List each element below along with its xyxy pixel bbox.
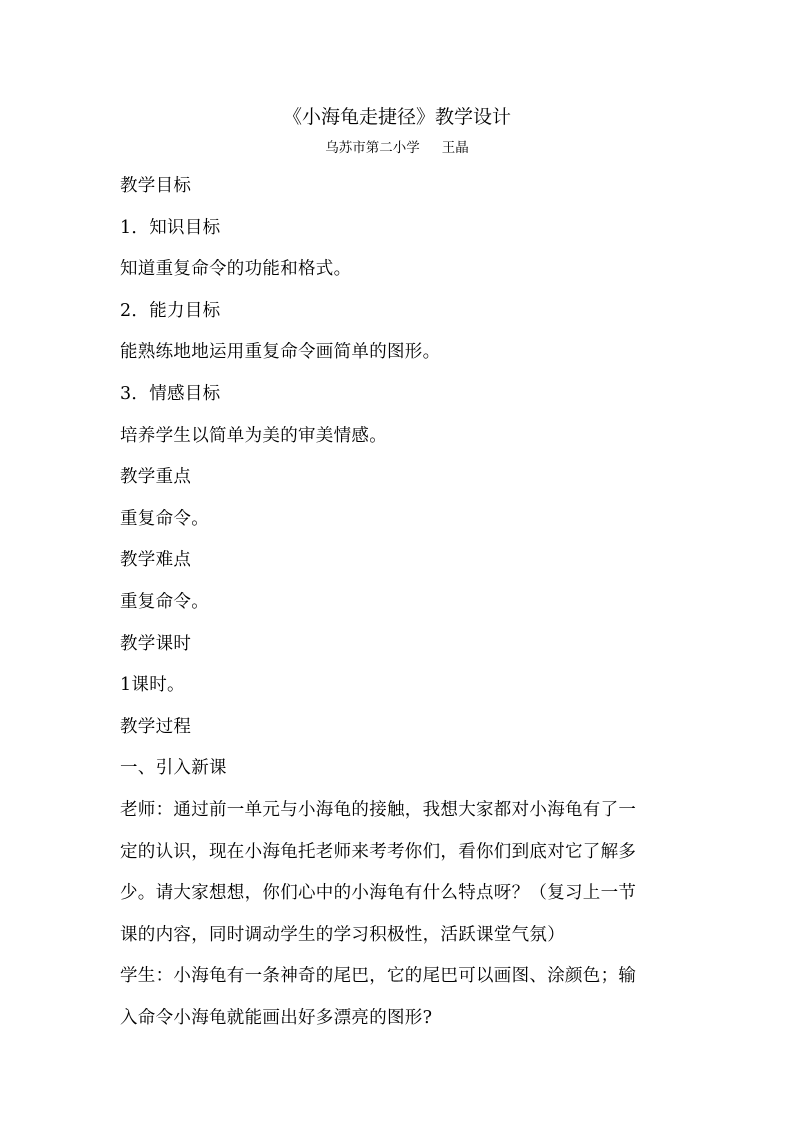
paragraph-line: 课的内容，同时调动学生的学习积极性，活跃课堂气氛） bbox=[120, 924, 565, 945]
heading-emotion-goal: 3．情感目标 bbox=[120, 383, 221, 404]
heading-key-points: 教学重点 bbox=[120, 467, 192, 488]
paragraph-line: 少。请大家想想，你们心中的小海龟有什么特点呀？（复习上一节 bbox=[120, 883, 637, 904]
school-name: 乌苏市第二小学 bbox=[325, 140, 420, 156]
paragraph: 能熟练地地运用重复命令画简单的图形。 bbox=[120, 342, 441, 363]
heading-class-hours: 教学课时 bbox=[120, 633, 192, 654]
paragraph-line: 老师：通过前一单元与小海龟的接触，我想大家都对小海龟有了一 bbox=[120, 799, 637, 820]
heading-ability-goal: 2．能力目标 bbox=[120, 300, 221, 321]
paragraph: 1课时。 bbox=[120, 675, 185, 696]
heading-teaching-goals: 教学目标 bbox=[120, 176, 192, 196]
heading-introduction: 一、引入新课 bbox=[120, 758, 227, 779]
paragraph: 重复命令。 bbox=[120, 591, 209, 612]
paragraph: 培养学生以简单为美的审美情感。 bbox=[120, 425, 387, 446]
document-title: 《小海龟走捷径》教学设计 bbox=[282, 106, 511, 128]
paragraph: 知道重复命令的功能和格式。 bbox=[120, 259, 352, 280]
paragraph: 重复命令。 bbox=[120, 508, 209, 529]
heading-teaching-process: 教学过程 bbox=[120, 716, 192, 737]
paragraph-line: 入命令小海龟就能画出好多漂亮的图形? bbox=[120, 1007, 433, 1028]
heading-difficulties: 教学难点 bbox=[120, 550, 192, 571]
author-name: 王晶 bbox=[441, 140, 469, 156]
heading-knowledge-goal: 1．知识目标 bbox=[120, 217, 221, 238]
document-body bbox=[120, 166, 680, 1039]
paragraph-line: 学生：小海龟有一条神奇的尾巴，它的尾巴可以画图、涂颜色；输 bbox=[120, 966, 637, 987]
paragraph-line: 定的认识，现在小海龟托老师来考考你们，看你们到底对它了解多 bbox=[120, 841, 637, 862]
byline bbox=[0, 138, 794, 158]
